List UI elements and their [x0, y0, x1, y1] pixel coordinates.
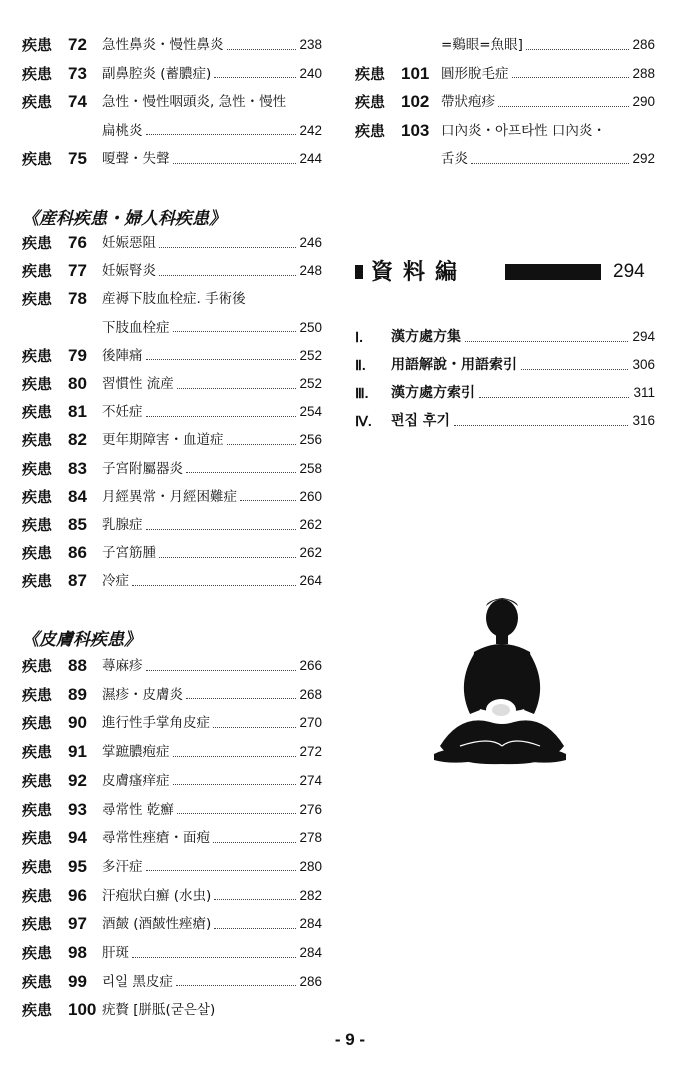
- section-skin-heading: 《皮膚科疾患》: [22, 630, 141, 650]
- roman-numeral: Ⅰ.: [355, 329, 364, 345]
- appendix-page: 311: [633, 385, 655, 400]
- entry-title: 子宮附屬器炎: [102, 460, 183, 477]
- entry-title: 産褥下肢血栓症. 手術後: [102, 291, 246, 308]
- entry-page: 238: [299, 37, 322, 52]
- entry-number: 83: [68, 458, 87, 478]
- dot-leader: [173, 784, 297, 785]
- dot-leader: [214, 77, 296, 78]
- entry-number: 86: [68, 543, 87, 563]
- toc-entry: [355, 62, 655, 86]
- materials-section-header: [355, 257, 655, 287]
- entry-number: 95: [68, 856, 87, 876]
- dot-leader: [177, 388, 297, 389]
- entry-prefix: 疾患: [22, 487, 53, 506]
- dot-leader: [214, 928, 296, 929]
- entry-prefix: 疾患: [22, 346, 53, 365]
- entry-title: 嗄聲・失聲: [102, 151, 170, 167]
- entry-page: 262: [299, 517, 322, 532]
- entry-title: 下肢血栓症: [102, 319, 170, 336]
- entry-prefix: 疾患: [22, 234, 53, 252]
- toc-entry: [355, 119, 655, 143]
- entry-number: 94: [68, 828, 87, 848]
- toc-entry: [22, 769, 322, 793]
- toc-entry: [22, 970, 322, 994]
- entry-number: 78: [68, 289, 87, 309]
- entry-prefix: 疾患: [22, 403, 53, 422]
- entry-number: 103: [401, 120, 430, 140]
- entry-prefix: 疾患: [22, 36, 53, 54]
- dot-leader: [227, 49, 297, 50]
- entry-number: 74: [68, 92, 87, 111]
- entry-prefix: 疾患: [22, 800, 53, 819]
- entry-page: 286: [632, 37, 655, 52]
- dot-leader: [146, 870, 297, 871]
- appendix-title: 漢方處方集: [391, 329, 461, 345]
- entry-prefix: 疾患: [355, 121, 386, 140]
- dot-leader: [512, 77, 630, 78]
- entry-title: 子宮筋腫: [102, 545, 156, 562]
- toc-entry: [22, 683, 322, 707]
- toc-entry: [22, 884, 322, 908]
- entry-prefix: 疾患: [22, 544, 53, 563]
- entry-title: 疣贅 [胼胝(굳은살): [102, 1002, 216, 1019]
- toc-entry: [22, 33, 322, 57]
- dot-leader: [213, 727, 296, 728]
- entry-number: 76: [68, 233, 87, 252]
- entry-title: 帶狀疱疹: [441, 94, 495, 110]
- entry-page: 258: [299, 460, 322, 476]
- entry-page: 246: [299, 235, 322, 250]
- entry-prefix: 疾患: [22, 290, 53, 309]
- entry-page: 276: [299, 801, 322, 817]
- right-column: [355, 0, 655, 1072]
- entry-prefix: 疾患: [22, 375, 53, 393]
- dot-leader: [146, 670, 297, 671]
- dot-leader: [479, 397, 629, 398]
- dot-leader: [177, 813, 297, 814]
- toc-entry: [22, 998, 322, 1022]
- entry-page: 244: [299, 151, 322, 166]
- entry-number: 93: [68, 799, 87, 819]
- toc-entry: [22, 372, 322, 396]
- entry-prefix: 疾患: [22, 685, 53, 704]
- entry-number: 90: [68, 713, 87, 733]
- entry-title: 急性鼻炎・慢性鼻炎: [102, 37, 224, 53]
- entry-number: 89: [68, 684, 87, 704]
- left-column: [22, 0, 322, 1072]
- appendix-title: 漢方處方索引: [391, 385, 475, 401]
- entry-number: 92: [68, 770, 87, 790]
- entry-page: 250: [299, 319, 322, 335]
- toc-entry: [22, 541, 322, 565]
- toc-entry: [22, 62, 322, 86]
- entry-title: 리일 黑皮症: [102, 973, 173, 990]
- toc-entry: [22, 90, 322, 114]
- entry-number: 97: [68, 914, 87, 934]
- materials-page: 294: [613, 261, 645, 282]
- entry-number: 100: [68, 1000, 97, 1020]
- toc-entry: [22, 654, 322, 678]
- toc-entry: [22, 855, 322, 879]
- entry-number: 87: [68, 571, 87, 591]
- page-number: - 9 -: [334, 1030, 366, 1049]
- entry-page: 280: [299, 858, 322, 874]
- toc-entry: [22, 740, 322, 764]
- entry-title: 習慣性 流産: [102, 376, 174, 392]
- entry-prefix: 疾患: [22, 829, 53, 848]
- entry-number: 96: [68, 885, 87, 905]
- appendix-entry: [355, 353, 655, 377]
- dot-leader: [146, 134, 297, 135]
- entry-prefix: 疾患: [22, 431, 53, 450]
- entry-title: 肝斑: [102, 945, 129, 961]
- entry-number: 82: [68, 430, 87, 450]
- entry-page: 282: [299, 887, 322, 903]
- dot-leader: [454, 425, 628, 426]
- entry-prefix: 疾患: [22, 857, 53, 876]
- dot-leader: [214, 899, 296, 900]
- entry-prefix: 疾患: [355, 93, 386, 111]
- entry-prefix: 疾患: [22, 886, 53, 905]
- dot-leader: [173, 331, 297, 332]
- entry-page: 274: [299, 772, 322, 788]
- dot-leader: [465, 341, 628, 342]
- entry-title: 多汗症: [102, 858, 143, 875]
- toc-entry: [22, 428, 322, 452]
- entry-number: 84: [68, 486, 87, 506]
- entry-number: 88: [68, 656, 87, 675]
- dot-leader: [213, 842, 296, 843]
- dot-leader: [173, 163, 297, 164]
- dot-leader: [526, 49, 630, 50]
- entry-prefix: 疾患: [22, 915, 53, 934]
- toc-entry: [22, 400, 322, 424]
- entry-title: 進行性手掌角皮症: [102, 715, 210, 732]
- entry-page: 270: [299, 715, 322, 731]
- toc-entry: [22, 513, 322, 537]
- entry-page: 252: [299, 347, 322, 363]
- dot-leader: [146, 359, 297, 360]
- entry-page: 290: [632, 94, 655, 109]
- entry-page: 262: [299, 545, 322, 561]
- entry-number: 81: [68, 402, 87, 422]
- toc-entry: [22, 485, 322, 509]
- entry-number: 99: [68, 971, 87, 991]
- entry-title: 後陣痛: [102, 347, 143, 364]
- entry-prefix: 疾患: [22, 262, 53, 281]
- appendix-entry: [355, 325, 655, 349]
- entry-title: 尋常性 乾癬: [102, 801, 174, 818]
- entry-number: 79: [68, 345, 87, 365]
- entry-page: 284: [299, 916, 322, 932]
- section-obstetrics-heading: 《産科疾患・婦人科疾患》: [22, 209, 226, 229]
- entry-title: 月經異常・月經困難症: [102, 488, 237, 505]
- dot-leader: [159, 557, 296, 558]
- appendix-page: 294: [632, 329, 655, 344]
- entry-title: =鷄眼=魚眼]: [441, 37, 523, 53]
- entry-prefix: 疾患: [22, 93, 53, 111]
- toc-entry: [355, 90, 655, 114]
- entry-title: 舌炎: [441, 151, 468, 167]
- dot-leader: [471, 163, 629, 164]
- toc-entry: [22, 344, 322, 368]
- dot-leader: [186, 472, 296, 473]
- toc-entry: [22, 287, 322, 311]
- toc-entry: [22, 457, 322, 481]
- entry-number: 102: [401, 92, 430, 111]
- entry-title: 冷症: [102, 573, 129, 590]
- entry-page: 286: [299, 973, 322, 989]
- entry-page: 288: [632, 65, 655, 81]
- roman-numeral: Ⅱ.: [355, 357, 366, 373]
- entry-prefix: 疾患: [22, 516, 53, 534]
- entry-number: 98: [68, 943, 87, 962]
- entry-page: 266: [299, 658, 322, 673]
- appendix-page: 306: [632, 357, 655, 372]
- entry-title: 扁桃炎: [102, 122, 143, 139]
- entry-prefix: 疾患: [22, 657, 53, 675]
- entry-title: 汗疱狀白癬 (水虫): [102, 887, 212, 904]
- entry-page: 284: [299, 945, 322, 960]
- entry-title: 口內炎・아프타性 口內炎・: [441, 122, 606, 139]
- dot-leader: [521, 369, 628, 370]
- entry-page: 292: [632, 151, 655, 166]
- square-bullet-icon: [355, 265, 363, 279]
- entry-prefix: 疾患: [22, 150, 53, 168]
- entry-prefix: 疾患: [355, 64, 386, 83]
- entry-number: 80: [68, 374, 87, 393]
- toc-entry: [22, 826, 322, 850]
- entry-title: 蕁麻疹: [102, 658, 143, 674]
- entry-title: 急性・慢性咽頭炎, 急性・慢性: [102, 94, 287, 110]
- toc-entry: [22, 147, 322, 171]
- appendix-entry: [355, 381, 655, 405]
- entry-prefix: 疾患: [22, 1001, 53, 1020]
- toc-entry: [22, 259, 322, 283]
- toc-entry: [22, 798, 322, 822]
- entry-title: 圓形脫毛症: [441, 65, 509, 82]
- dot-leader: [176, 985, 297, 986]
- entry-title: 乳腺症: [102, 517, 143, 533]
- entry-number: 77: [68, 261, 87, 281]
- entry-page: 278: [299, 830, 322, 846]
- appendix-title: 편집 후기: [391, 413, 450, 429]
- entry-page: 252: [299, 376, 322, 391]
- roman-numeral: Ⅳ.: [355, 413, 372, 429]
- entry-number: 101: [401, 63, 430, 83]
- entry-title: 副鼻腔炎 (蓄膿症): [102, 65, 212, 82]
- entry-page: 240: [299, 65, 322, 81]
- entry-prefix: 疾患: [22, 743, 53, 762]
- entry-prefix: 疾患: [22, 572, 53, 591]
- entry-page: 254: [299, 404, 322, 420]
- dot-leader: [186, 698, 296, 699]
- entry-title: 皮膚瘙痒症: [102, 772, 170, 789]
- entry-title: 更年期障害・血道症: [102, 432, 224, 449]
- dot-leader: [498, 106, 629, 107]
- roman-numeral: Ⅲ.: [355, 385, 369, 401]
- toc-entry: [355, 147, 655, 171]
- entry-page: 256: [299, 432, 322, 448]
- dot-leader: [240, 500, 296, 501]
- entry-number: 85: [68, 515, 87, 534]
- entry-page: 264: [299, 573, 322, 589]
- entry-page: 242: [299, 122, 322, 138]
- entry-number: 72: [68, 35, 87, 54]
- toc-entry: [355, 33, 655, 57]
- entry-page: 260: [299, 488, 322, 504]
- entry-title: 尋常性痤瘡・面疱: [102, 830, 210, 847]
- entry-title: 濕疹・皮膚炎: [102, 686, 183, 703]
- dot-leader: [132, 957, 296, 958]
- entry-prefix: 疾患: [22, 771, 53, 790]
- dot-leader: [146, 529, 297, 530]
- entry-page: 248: [299, 263, 322, 279]
- entry-title: 酒皶 (酒皶性痤瘡): [102, 916, 212, 933]
- dot-leader: [146, 416, 297, 417]
- entry-prefix: 疾患: [22, 944, 53, 962]
- entry-number: 75: [68, 149, 87, 168]
- black-bar-decoration: [505, 264, 601, 280]
- toc-entry: [22, 569, 322, 593]
- toc-entry: [22, 912, 322, 936]
- appendix-page: 316: [632, 413, 655, 428]
- appendix-title: 用語解說・用語索引: [391, 357, 517, 373]
- appendix-entry: [355, 409, 655, 433]
- entry-title: 妊娠腎炎: [102, 263, 156, 280]
- entry-prefix: 疾患: [22, 972, 53, 991]
- meditating-figure-illustration: [430, 596, 570, 776]
- entry-number: 73: [68, 63, 87, 83]
- toc-entry: [22, 119, 322, 143]
- entry-number: 91: [68, 742, 87, 762]
- entry-page: 268: [299, 686, 322, 702]
- entry-title: 掌蹠膿疱症: [102, 744, 170, 761]
- dot-leader: [227, 444, 297, 445]
- entry-prefix: 疾患: [22, 64, 53, 83]
- toc-entry: [22, 941, 322, 965]
- dot-leader: [173, 756, 297, 757]
- entry-title: 不妊症: [102, 404, 143, 421]
- toc-entry: [22, 711, 322, 735]
- dot-leader: [132, 585, 296, 586]
- entry-prefix: 疾患: [22, 459, 53, 478]
- entry-prefix: 疾患: [22, 714, 53, 733]
- toc-entry: [22, 316, 322, 340]
- entry-page: 272: [299, 744, 322, 760]
- materials-title: 資料編: [371, 259, 468, 285]
- dot-leader: [159, 247, 296, 248]
- dot-leader: [159, 275, 296, 276]
- toc-entry: [22, 231, 322, 255]
- entry-title: 妊娠惡阻: [102, 235, 156, 251]
